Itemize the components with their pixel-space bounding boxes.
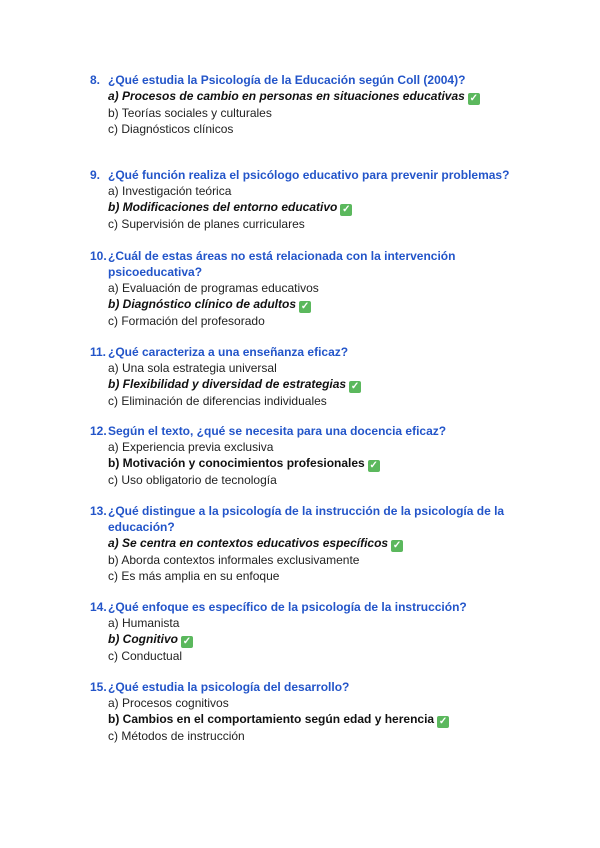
check-mark-icon: ✓ [392,540,402,551]
question-text: ¿Qué enfoque es específico de la psicología de la instrucción? [108,600,467,614]
option-a-correct [108,535,520,552]
options-list [108,360,520,409]
option-c: c) Es más amplia en su enfoque [108,569,280,583]
question-14 [90,599,520,664]
check-mark-icon: ✓ [369,460,378,471]
question-text: ¿Cuál de estas áreas no está relacionada con la intervención psicoeducativa? [108,249,456,279]
option-b-correct [108,376,520,393]
option-text: b) Modificaciones del entorno educativo [108,200,338,214]
option-text: a) Se centra en contextos educativos específicos [108,536,389,550]
question-text: ¿Qué caracteriza a una enseñanza eficaz? [108,345,349,359]
option-c: c) Formación del profesorado [108,314,265,328]
option-text: b) Motivación y conocimientos profesionales [108,456,365,470]
option-c: c) Uso obligatorio de tecnología [108,473,277,487]
option-b-correct [108,631,520,648]
options-list [108,280,520,329]
option-a: a) Humanista [108,616,180,630]
question-12 [90,423,520,488]
options-list [108,695,520,744]
question-heading [90,679,520,695]
option-b-correct [108,296,520,313]
check-mark-icon: ✓ [300,301,310,312]
question-heading [90,72,520,88]
question-number: 11. [90,345,107,359]
options-list [108,615,520,664]
question-heading [90,248,520,280]
question-13 [90,503,520,584]
option-text: a) Procesos de cambio en personas en situaciones educativas [108,89,465,103]
question-number: 9. [90,168,101,182]
question-text: ¿Qué distingue a la psicología de la instrucción de la psicología de la educación? [108,504,505,534]
options-list [108,183,520,232]
option-c: c) Conductual [108,649,183,663]
option-b: b) Teorías sociales y culturales [108,106,272,120]
options-list [108,88,520,137]
option-a: a) Procesos cognitivos [108,696,229,710]
question-9 [90,167,520,232]
question-8 [90,72,520,137]
question-text: ¿Qué estudia la Psicología de la Educación según Coll (2004)? [108,73,466,87]
option-b-correct [108,711,520,728]
question-number: 15. [90,680,107,694]
option-a: a) Evaluación de programas educativos [108,281,319,295]
option-b: b) Aborda contextos informales exclusivamente [108,553,360,567]
check-mark-icon: ✓ [342,204,351,215]
option-c: c) Supervisión de planes curriculares [108,217,305,231]
question-number: 10. [90,249,107,263]
question-heading [90,344,520,360]
option-c: c) Métodos de instrucción [108,729,245,743]
question-number: 12. [90,424,107,438]
option-a: a) Experiencia previa exclusiva [108,440,274,454]
option-text: b) Flexibilidad y diversidad de estrategias [108,377,347,391]
option-b-correct [108,455,520,472]
question-text: Según el texto, ¿qué se necesita para una docencia eficaz? [108,424,447,438]
option-a: a) Una sola estrategia universal [108,361,277,375]
option-text: b) Cognitivo [108,632,178,646]
question-number: 8. [90,73,101,87]
option-a-correct [108,88,520,105]
check-mark-icon: ✓ [469,93,478,104]
question-heading [90,167,520,183]
option-c: c) Eliminación de diferencias individuales [108,394,327,408]
check-mark-icon: ✓ [350,381,360,392]
question-heading [90,599,520,615]
question-10 [90,248,520,329]
option-text: b) Diagnóstico clínico de adultos [108,297,297,311]
options-list [108,535,520,584]
question-text: ¿Qué función realiza el psicólogo educativo para prevenir problemas? [108,168,510,182]
question-heading [90,503,520,535]
check-mark-icon: ✓ [182,636,192,647]
question-number: 14. [90,600,107,614]
question-15 [90,679,520,744]
question-number: 13. [90,504,107,518]
option-a: a) Investigación teórica [108,184,232,198]
options-list [108,439,520,488]
option-c: c) Diagnósticos clínicos [108,122,234,136]
question-11 [90,344,520,409]
option-b-correct [108,199,520,216]
check-mark-icon: ✓ [438,716,448,727]
option-text: b) Cambios en el comportamiento según edad y herencia [108,712,435,726]
question-text: ¿Qué estudia la psicología del desarrollo? [108,680,350,694]
question-heading [90,423,520,439]
